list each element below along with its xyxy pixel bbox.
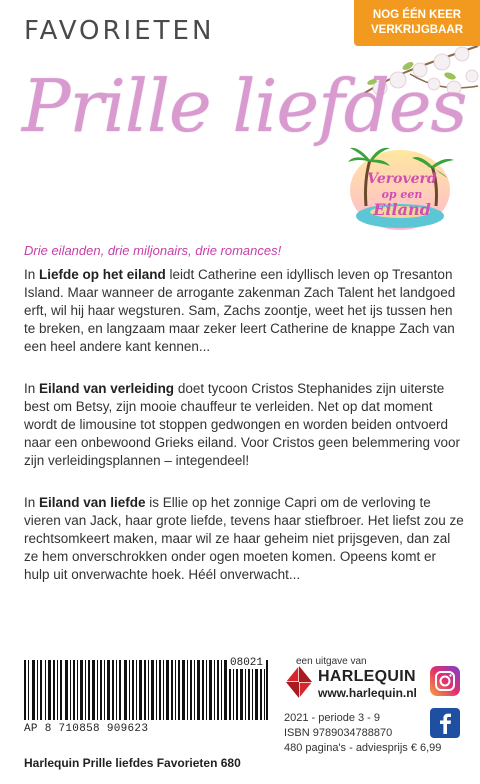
facebook-icon xyxy=(430,708,460,738)
island-emblem-text xyxy=(352,172,452,217)
tagline: Drie eilanden, drie miljonairs, drie romances! xyxy=(24,243,282,258)
harlequin-logo-icon xyxy=(284,664,314,700)
paragraph-lead: In xyxy=(24,267,40,282)
paragraph-lead: In xyxy=(24,381,40,396)
emblem-line-2: op een xyxy=(381,188,423,201)
emblem-line-3: Eiland xyxy=(373,200,431,219)
barcode-number: AP 8 710858 909623 xyxy=(24,723,149,735)
barcode-supplement-number: 08021 xyxy=(230,657,264,669)
synopsis-paragraph-2 xyxy=(24,380,464,470)
paragraph-lead: In xyxy=(24,495,40,510)
footer-title: Harlequin Prille liefdes Favorieten 680 xyxy=(24,756,241,770)
pages-and-price: 480 pagina's - adviesprijs € 6,99 xyxy=(284,742,442,754)
instagram-icon xyxy=(430,666,460,696)
story-title: Eiland van verleiding xyxy=(39,381,175,396)
book-title: Prille liefdes xyxy=(22,64,467,148)
paragraph-text: leidt Catherine een idyllisch leven op Tresanton Island. Maar wanneer de arrogante zakenman Zach Talent het landgoed erft, wil hij haar wegsturen. Sam, Zachs zoontje, weet het ijs tussen hen te breken, en langzaam maar zeker leert Catherine de knappe Zach van een heel andere kant kennen... xyxy=(24,267,456,354)
synopsis-paragraph-1 xyxy=(24,266,464,356)
barcode-icon xyxy=(24,660,268,720)
story-title: Liefde op het eiland xyxy=(39,267,166,282)
paragraph-text: is Ellie op het zonnige Capri om de verloving te vieren van Jack, haar grote liefde, tevens haar stiefbroer. Het liefst zou ze rechtsomkeert maken, maar wil ze haar geheim niet prijsgeven, dan zal ze hem onverschrokken onder ogen moeten komen. Opeens komt er hulp uit onverwachte hoek. Héél onverwacht... xyxy=(24,495,464,582)
publication-period: 2021 - periode 3 - 9 xyxy=(284,712,381,724)
publisher-intro: een uitgave van xyxy=(296,656,367,667)
series-label: FAVORIETEN xyxy=(24,16,215,46)
availability-badge xyxy=(354,0,480,46)
publisher-url: www.harlequin.nl xyxy=(318,686,417,700)
story-title: Eiland van liefde xyxy=(39,495,146,510)
synopsis-paragraph-3 xyxy=(24,494,464,584)
emblem-line-1: Veroverd xyxy=(367,171,437,187)
badge-line-1: NOG ÉÉN KEER xyxy=(372,9,462,21)
publisher-name: HARLEQUIN xyxy=(318,668,416,685)
isbn: ISBN 9789034788870 xyxy=(284,727,393,739)
badge-line-2: VERKRIJGBAAR xyxy=(370,24,463,36)
paragraph-text: doet tycoon Cristos Stephanides zijn uiterste best om Betsy, zijn mooie chauffeur te verleiden. Net op dat moment wordt de limousine tot stoppen gedwongen en worden beiden ontvoerd naar een onbewoond Grieks eiland. Voor Cristos geen belemmering voor zijn verleidingsplannen – integendeel! xyxy=(24,381,461,468)
